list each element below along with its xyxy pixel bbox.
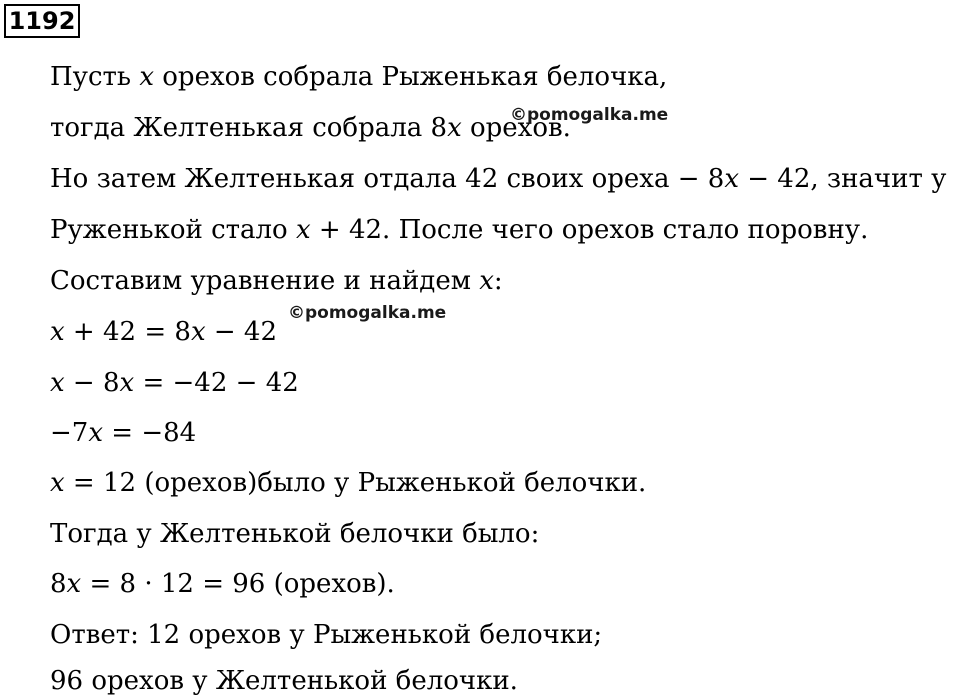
answer-line-1: Ответ: 12 орехов у Рыженькой белочки; [50,620,603,650]
equation-line-1: x + 42 = 8x − 42 [50,317,278,347]
equation-line-4: x = 12 (орехов)было у Рыженькой белочки. [50,468,647,498]
answer-line-2: 96 орехов у Желтенькой белочки. [50,666,518,696]
problem-number: 1192 [4,4,80,38]
solution-line-5: Составим уравнение и найдем x: [50,266,503,296]
solution-line-1: Пусть x орехов собрала Рыженькая белочка, [50,62,668,92]
solution-line-3: Но затем Желтенькая отдала 42 своих ореха − 8x − 42, значит у [50,164,947,194]
watermark: ©pomogalka.me [288,303,447,323]
solution-line-2: тогда Желтенькая собрала 8x орехов. [50,113,571,143]
equation-line-3: −7x = −84 [50,418,197,448]
watermark: ©pomogalka.me [510,105,669,125]
solution-line-4: Руженькой стало x + 42. После чего орехов стало поровну. [50,215,869,245]
equation-line-2: x − 8x = −42 − 42 [50,368,299,398]
equation-line-5: 8x = 8 · 12 = 96 (орехов). [50,569,395,599]
solution-line-10: Тогда у Желтенькой белочки было: [50,519,540,549]
